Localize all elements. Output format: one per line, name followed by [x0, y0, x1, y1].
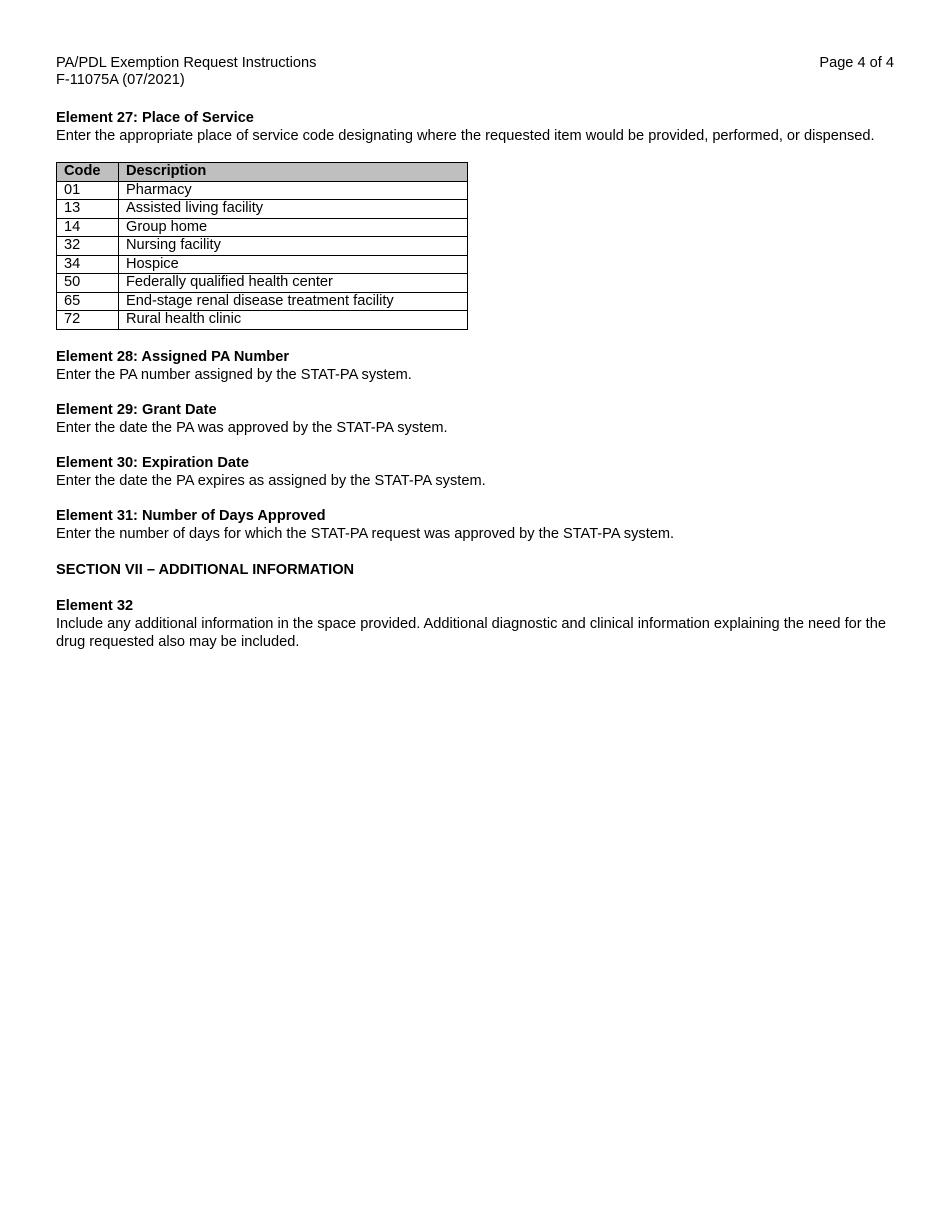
description-cell: Hospice [119, 255, 468, 274]
page-number: Page 4 of 4 [819, 55, 894, 71]
table-row [57, 237, 468, 256]
element-27-heading: Element 27: Place of Service [56, 110, 254, 126]
place-of-service-table [56, 162, 468, 330]
description-cell: Group home [119, 218, 468, 237]
description-cell: End-stage renal disease treatment facility [119, 292, 468, 311]
section-7-heading: SECTION VII – ADDITIONAL INFORMATION [56, 561, 355, 578]
place-of-service-table-wrap [56, 162, 894, 330]
element-28-text: Enter the PA number assigned by the STAT-PA system. [56, 366, 412, 383]
description-cell: Rural health clinic [119, 311, 468, 330]
code-cell: 13 [57, 200, 119, 219]
code-cell: 14 [57, 218, 119, 237]
element-31-text: Enter the number of days for which the STAT-PA request was approved by the STAT-PA system. [56, 525, 675, 542]
element-27-text: Enter the appropriate place of service code designating where the requested item would be provided, performed, or dispensed. [56, 128, 875, 144]
element-29-heading: Element 29: Grant Date [56, 401, 217, 418]
form-title: PA/PDL Exemption Request Instructions [56, 55, 317, 71]
table-row [57, 292, 468, 311]
code-cell: 72 [57, 311, 119, 330]
element-30-heading: Element 30: Expiration Date [56, 454, 250, 471]
table-row [57, 311, 468, 330]
description-cell: Nursing facility [119, 237, 468, 256]
code-cell: 32 [57, 237, 119, 256]
description-cell: Assisted living facility [119, 200, 468, 219]
element-29-text: Enter the date the PA was approved by the STAT-PA system. [56, 419, 448, 436]
page-header [56, 55, 894, 91]
element-30-text: Enter the date the PA expires as assigned by the STAT-PA system. [56, 472, 486, 489]
element-28-section [56, 348, 894, 384]
element-32-section [56, 597, 894, 651]
column-header-description: Description [119, 163, 468, 182]
table-row [57, 181, 468, 200]
document-page [56, 55, 894, 651]
table-row [57, 255, 468, 274]
table-row [57, 274, 468, 293]
form-number: F-11075A (07/2021) [56, 72, 185, 88]
element-31-section [56, 507, 894, 543]
code-cell: 65 [57, 292, 119, 311]
code-cell: 50 [57, 274, 119, 293]
table-row [57, 200, 468, 219]
code-cell: 01 [57, 181, 119, 200]
element-30-section [56, 454, 894, 490]
table-header-row [57, 163, 468, 182]
element-32-text: Include any additional information in the space provided. Additional diagnostic and clinical information explaining the need for the drug requested also may be included. [56, 615, 886, 650]
column-header-code: Code [57, 163, 119, 182]
element-31-heading: Element 31: Number of Days Approved [56, 507, 326, 524]
code-cell: 34 [57, 255, 119, 274]
element-32-heading: Element 32 [56, 597, 134, 614]
element-29-section [56, 401, 894, 437]
element-27-section [56, 109, 894, 145]
table-row [57, 218, 468, 237]
element-28-heading: Element 28: Assigned PA Number [56, 348, 290, 365]
description-cell: Federally qualified health center [119, 274, 468, 293]
section-7 [56, 561, 894, 579]
header-left [56, 55, 894, 89]
description-cell: Pharmacy [119, 181, 468, 200]
